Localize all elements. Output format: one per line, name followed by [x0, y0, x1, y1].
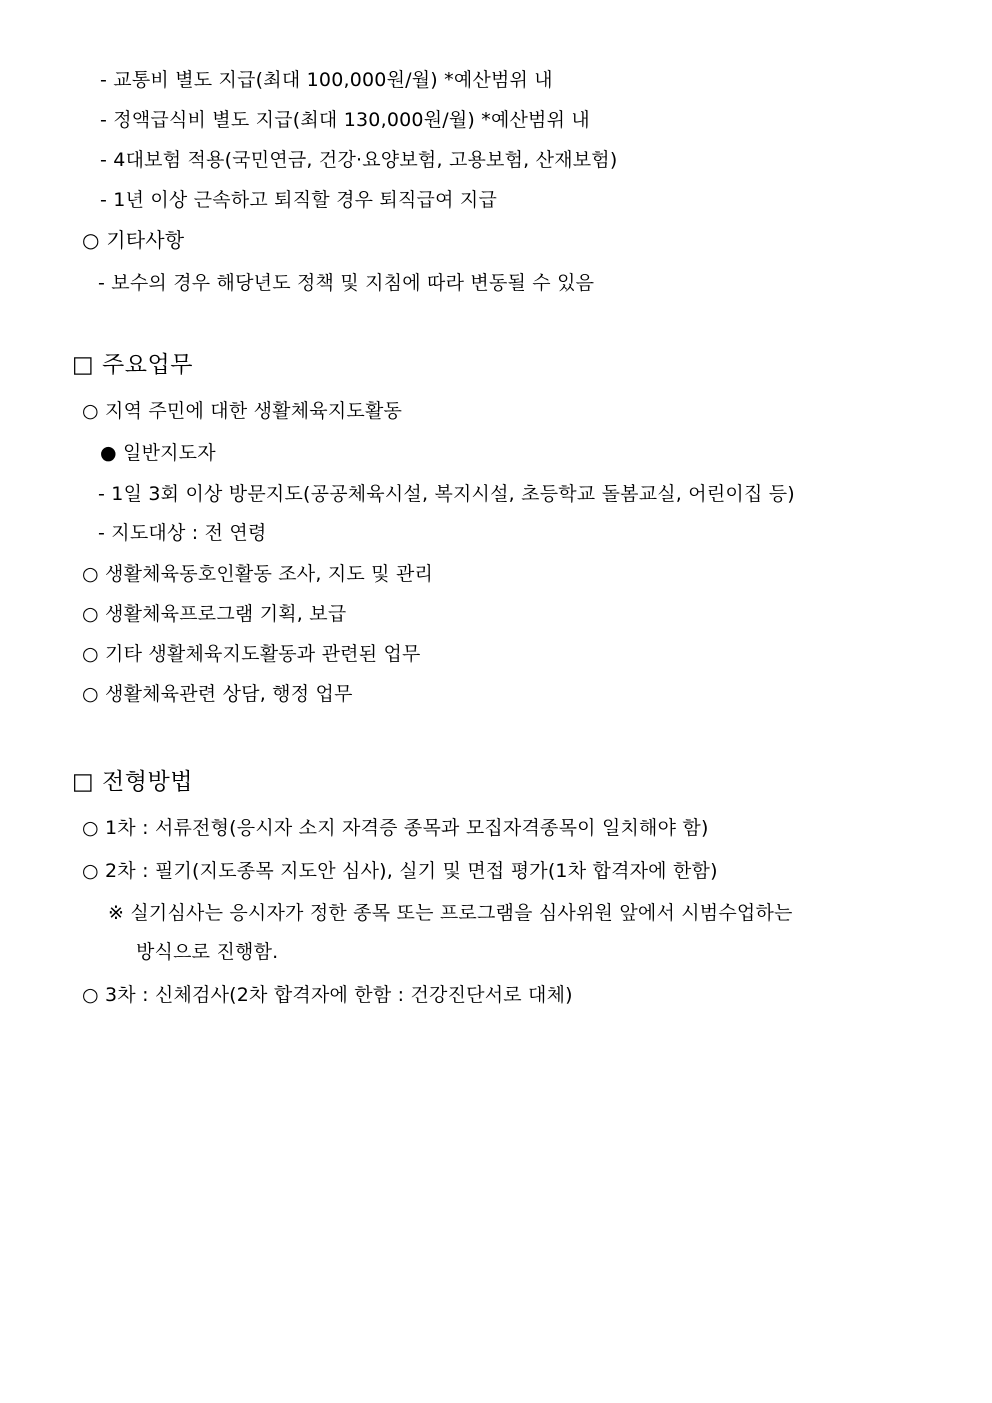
benefit-severance: - 1년 이상 근속하고 퇴직할 경우 퇴직급여 지급 — [100, 189, 497, 211]
etc-item: - 보수의 경우 해당년도 정책 및 지침에 따라 변동될 수 있음 — [98, 272, 595, 294]
selection-stage-2: ○ 2차 : 필기(지도종목 지도안 심사), 실기 및 면접 평가(1차 합격자에 한함) — [82, 860, 718, 882]
etc-title: ○ 기타사항 — [82, 228, 185, 252]
duty-club: ○ 생활체육동호인활동 조사, 지도 및 관리 — [82, 563, 434, 585]
duty-target: - 지도대상 : 전 연령 — [98, 522, 267, 544]
duty-general-instructor: ● 일반지도자 — [100, 442, 216, 464]
duty-other: ○ 기타 생활체육지도활동과 관련된 업무 — [82, 643, 421, 665]
selection-heading: □ 전형방법 — [72, 769, 193, 795]
selection-note: ※ 실기심사는 응시자가 정한 종목 또는 프로그램을 심사위원 앞에서 시범수업하는 — [108, 902, 793, 924]
duty-visit: - 1일 3회 이상 방문지도(공공체육시설, 복지시설, 초등학교 돌봄교실, 어린이집 등) — [98, 483, 795, 505]
benefit-transport: - 교통비 별도 지급(최대 100,000원/월) *예산범위 내 — [100, 69, 553, 91]
duty-admin: ○ 생활체육관련 상담, 행정 업무 — [82, 683, 353, 705]
selection-note-cont: 방식으로 진행함. — [136, 941, 279, 963]
duty-guidance: ○ 지역 주민에 대한 생활체육지도활동 — [82, 400, 403, 422]
duties-heading: □ 주요업무 — [72, 352, 193, 378]
benefit-meal: - 정액급식비 별도 지급(최대 130,000원/월) *예산범위 내 — [100, 109, 590, 131]
selection-stage-3: ○ 3차 : 신체검사(2차 합격자에 한함 : 건강진단서로 대체) — [82, 984, 573, 1006]
benefit-insurance: - 4대보험 적용(국민연금, 건강·요양보험, 고용보험, 산재보험) — [100, 149, 618, 171]
selection-stage-1: ○ 1차 : 서류전형(응시자 소지 자격증 종목과 모집자격종목이 일치해야 함) — [82, 817, 709, 839]
duty-program: ○ 생활체육프로그램 기획, 보급 — [82, 603, 347, 625]
